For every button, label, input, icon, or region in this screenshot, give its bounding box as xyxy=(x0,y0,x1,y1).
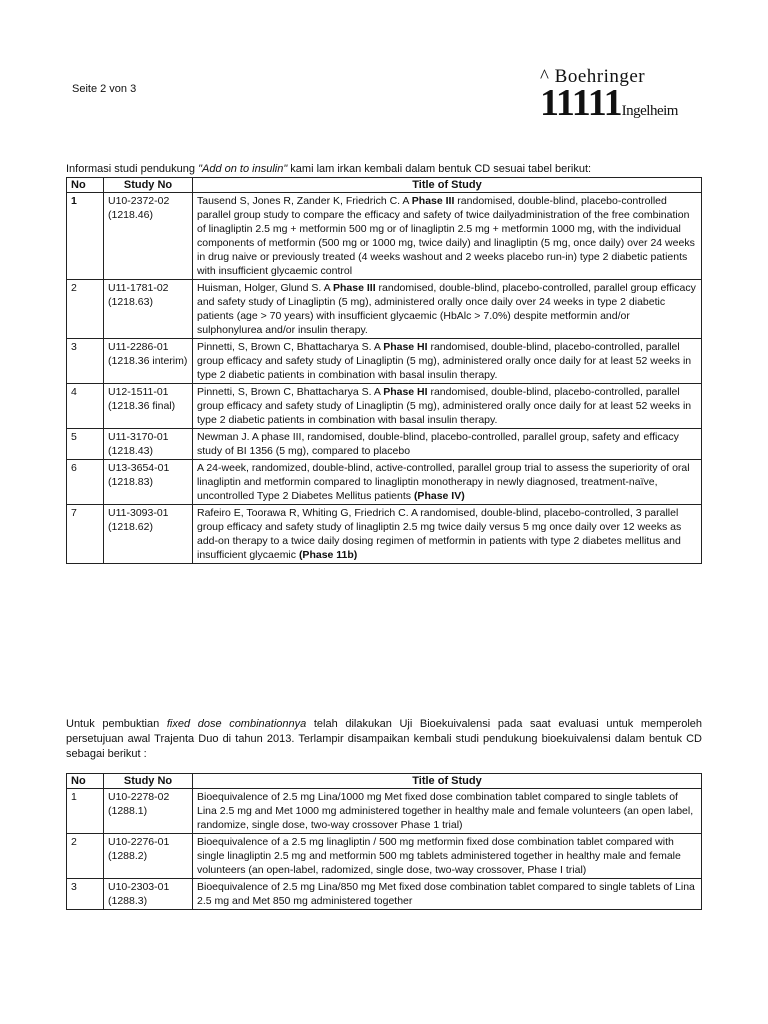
table-header-row xyxy=(67,178,702,193)
header-study-no: Study No xyxy=(104,774,193,789)
intro-paragraph xyxy=(66,163,591,175)
row-number: 3 xyxy=(67,879,104,910)
phase-label: Phase III xyxy=(411,195,455,207)
para2-italic: fixed dose combinationnya xyxy=(166,718,307,730)
title-text: Newman J. A phase III, randomised, double-blind, placebo-controlled, parallel group, safety and efficacy study of BI 1356 (5 mg), compared to placebo xyxy=(197,431,679,457)
row-number: 5 xyxy=(67,429,104,460)
title-text-cont: randomised, double-blind, placebo-controlled, parallel group efficacy and safety study of Linagliptin (5 mg), administered orally once daily for at least 52 weeks in type 2 diabetic patients in combination with basal insulin therapy. xyxy=(197,386,692,426)
header-title: Title of Study xyxy=(193,774,702,789)
title-text-cont: randomised, double-blind, placebo-controlled, parallel group efficacy and safety study of Linagliptin (5 mg), administered orally once daily over 24 weeks in type 2 diabetic patients (age > 70 years) with insufficient glycaemic (HbAlc > 7.0%) despite metformin and/or sulphonylurea and/or insulin therapy. xyxy=(197,282,696,336)
study-number: U13-3654-01 (1218.83) xyxy=(104,460,193,505)
para2-text-end: telah dilakukan Uji Bioekuivalensi pada saat evaluasi untuk memperoleh persetujuan awal Trajenta Duo di tahun 2013. Terlampir disampaikan kembali studi pendukung bioekuivalensi dalam bentuk CD sebagai berikut : xyxy=(66,718,703,760)
study-number: U10-2276-01 (1288.2) xyxy=(104,834,193,879)
study-title: Bioequivalence of 2.5 mg Lina/1000 mg Met fixed dose combination tablet compared to single tablets of Lina 2.5 mg and Met 1000 mg administered together in healthy male and female volunteers (an open label, randomize, single dose, two-way crossover Phase 1 trial) xyxy=(193,789,702,834)
title-text: Huisman, Holger, Glund S. A xyxy=(197,282,333,294)
table-row xyxy=(67,460,702,505)
study-number: U11-1781-02 (1218.63) xyxy=(104,280,193,339)
row-number: 2 xyxy=(67,834,104,879)
study-title xyxy=(193,339,702,384)
header-no: No xyxy=(67,774,104,789)
table-row xyxy=(67,834,702,879)
title-text: Pinnetti, S, Brown C, Bhattacharya S. A xyxy=(197,386,384,398)
study-table-insulin xyxy=(66,177,702,564)
table-row xyxy=(67,384,702,429)
phase-label: (Phase IV) xyxy=(413,490,465,502)
table-row xyxy=(67,429,702,460)
table-row xyxy=(67,879,702,910)
study-title: Bioequivalence of 2.5 mg Lina/850 mg Met fixed dose combination tablet compared to single tablets of Lina 2.5 mg and Met 850 mg administered together xyxy=(193,879,702,910)
study-table-bioequivalence xyxy=(66,773,702,910)
study-number: U11-3093-01 (1218.62) xyxy=(104,505,193,564)
study-title xyxy=(193,429,702,460)
table-row xyxy=(67,280,702,339)
study-title xyxy=(193,460,702,505)
row-number: 1 xyxy=(67,789,104,834)
study-title: Bioequivalence of a 2.5 mg linagliptin / 500 mg metformin fixed dose combination tablet compared with single linagliptin 2.5 mg and metformin 500 mg tablets administered together in healthy male and female volunteers (an open-label, radomized, single dose, two-way crossover, Phase I trial) xyxy=(193,834,702,879)
row-number: 2 xyxy=(67,280,104,339)
table-row xyxy=(67,789,702,834)
phase-label: (Phase 11b) xyxy=(298,549,358,561)
study-number: U10-2303-01 (1288.3) xyxy=(104,879,193,910)
logo-wordmark: ^ Boehringer xyxy=(540,66,646,87)
logo-mark xyxy=(540,82,678,128)
study-number: U10-2372-02 (1218.46) xyxy=(104,193,193,280)
header-no: No xyxy=(67,178,104,193)
title-text: A 24-week, randomized, double-blind, active-controlled, parallel group trial to assess the superiority of oral linagliptin and metformin compared to linagliptin monotherapy in newly diagnosed, treatment-naïve, uncontrolled Type 2 Diabetes Mellitus patients xyxy=(197,462,690,502)
title-text: Tausend S, Jones R, Zander K, Friedrich C. A xyxy=(197,195,412,207)
table-row xyxy=(67,505,702,564)
header-study-no: Study No xyxy=(104,178,193,193)
study-number: U11-2286-01 (1218.36 interim) xyxy=(104,339,193,384)
table-row xyxy=(67,339,702,384)
intro-text-end: kami lam irkan kembali dalam bentuk CD sesuai tabel berikut: xyxy=(287,163,592,175)
study-number: U11-3170-01 (1218.43) xyxy=(104,429,193,460)
row-number: 3 xyxy=(67,339,104,384)
study-number: U10-2278-02 (1288.1) xyxy=(104,789,193,834)
title-text: Rafeiro E, Toorawa R, Whiting G, Friedrich C. A randomised, double-blind, placebo-controlled, 3 parallel group efficacy and safety study of linagliptin 2.5 mg twice daily versus 5 mg once daily over 12 weeks as add-on therapy to a twice daily dosing regimen of metformin in patients with type 2 diabetes mellitus and insufficient glycaemic xyxy=(197,507,682,561)
title-text: Pinnetti, S, Brown C, Bhattacharya S. A xyxy=(197,341,384,353)
company-logo xyxy=(540,66,678,128)
row-number: 6 xyxy=(67,460,104,505)
table-header-row xyxy=(67,774,702,789)
study-title xyxy=(193,505,702,564)
intro-italic: "Add on to insulin" xyxy=(198,163,288,175)
study-title xyxy=(193,193,702,280)
table-row xyxy=(67,193,702,280)
para2-text-start: Untuk pembuktian xyxy=(66,718,167,730)
page-number: Seite 2 von 3 xyxy=(72,83,137,95)
bioequivalence-paragraph xyxy=(66,717,702,762)
study-title xyxy=(193,384,702,429)
title-text-cont: randomised, double-blind, placebo-controlled, parallel group efficacy and safety study of Linagliptin (5 mg), administered orally once daily for at least 52 weeks in type 2 diabetic patients in combination with basal insulin therapy. xyxy=(197,341,692,381)
intro-text-start: Informasi studi pendukung xyxy=(66,163,199,175)
study-number: U12-1511-01 (1218.36 final) xyxy=(104,384,193,429)
logo-bars: 11111 xyxy=(540,82,622,124)
row-number: 7 xyxy=(67,505,104,564)
phase-label: Phase HI xyxy=(383,341,428,353)
header-title: Title of Study xyxy=(193,178,702,193)
phase-label: Phase HI xyxy=(383,386,428,398)
study-title xyxy=(193,280,702,339)
row-number: 4 xyxy=(67,384,104,429)
title-text-cont: randomised, double-blind, placebo-controlled parallel group study to compare the efficacy and safety of twice dailyadministration of the free combination of linagliptin 2.5 mg + metformin 500 mg or of linagliptin 2.5 mg + metformin 1000 mg, with the individual components of metformin (500 mg or 1000 mg, twice daily) and linagliptin (5 mg, once daily) over 24 weeks in drug naive or previously treated (4 weeks washout and 2 weeks placebo run-in) type 2 diabetic patients with insufficient glycaemic control xyxy=(197,195,695,277)
logo-subtext: Ingelheim xyxy=(621,103,678,119)
phase-label: Phase III xyxy=(333,282,376,294)
row-number: 1 xyxy=(67,193,104,280)
